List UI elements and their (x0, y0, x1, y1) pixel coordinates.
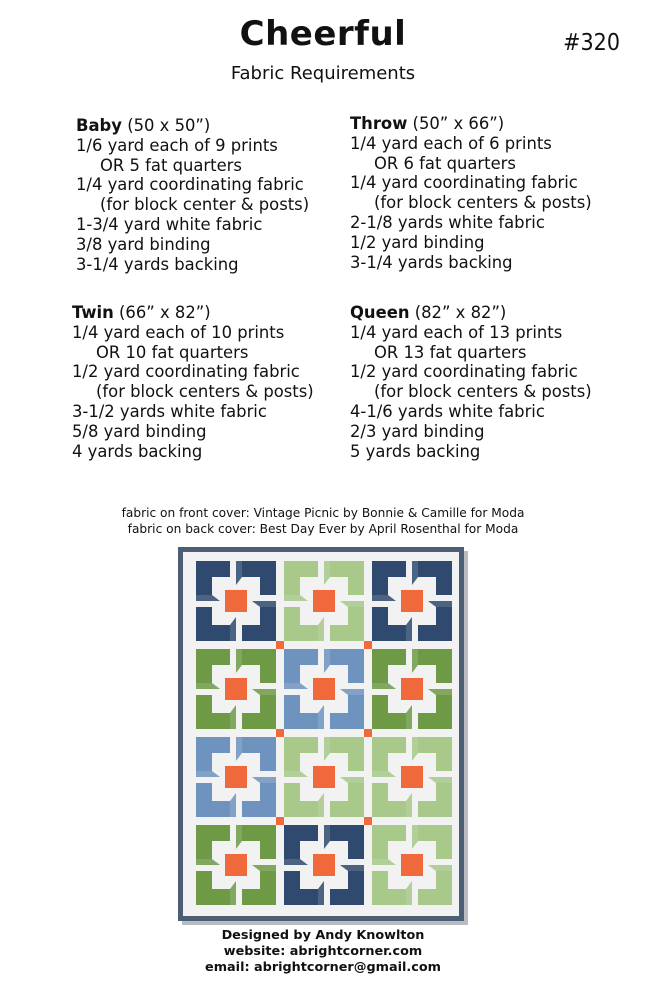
requirement-line: OR 6 fat quarters (374, 153, 516, 173)
fabric-credits (0, 505, 646, 537)
post-square (364, 641, 372, 649)
requirement-line: 1/4 yard each of 6 prints (350, 133, 552, 153)
requirement-line: 1/4 yard each of 13 prints (350, 322, 563, 342)
size-baby (76, 116, 309, 274)
requirement-line: (for block center & posts) (100, 195, 310, 215)
block-center (313, 678, 335, 700)
requirement-line: (for block centers & posts) (374, 193, 592, 213)
requirement-line: (for block centers & posts) (374, 382, 592, 402)
size-name: Queen (350, 303, 410, 322)
designer-name: Designed by Andy Knowlton (221, 928, 425, 943)
block-center (313, 590, 335, 612)
designer-website: website: abrightcorner.com (223, 944, 423, 959)
requirement-line: 3-1/2 yards white fabric (72, 401, 267, 421)
requirement-line: 3/8 yard binding (76, 234, 211, 254)
page-title: Cheerful (239, 14, 407, 54)
designer-credits (0, 928, 646, 976)
block-center (401, 590, 423, 612)
requirement-line: 1/2 yard coordinating fabric (72, 362, 300, 382)
size-name: Throw (350, 114, 408, 133)
requirement-line: 5/8 yard binding (72, 421, 207, 441)
requirement-line: 1-3/4 yard white fabric (76, 214, 263, 234)
requirement-line: 1/2 yard binding (350, 232, 485, 252)
size-twin (72, 303, 314, 461)
size-dims: (66” x 82”) (113, 303, 211, 322)
requirement-line: 1/4 yard coordinating fabric (76, 175, 304, 195)
block-center (401, 766, 423, 788)
size-dims: (50” x 66”) (407, 114, 505, 133)
quilt-illustration (178, 547, 468, 925)
size-name: Twin (72, 303, 114, 322)
post-square (276, 729, 284, 737)
requirement-line: 1/4 yard each of 10 prints (72, 322, 285, 342)
fabric-credit-back: fabric on back cover: Best Day Ever by April Rosenthal for Moda (127, 522, 519, 536)
requirement-line: 4-1/6 yards white fabric (350, 401, 545, 421)
requirement-line: 1/2 yard coordinating fabric (350, 362, 578, 382)
designer-email: email: abrightcorner@gmail.com (205, 960, 441, 975)
requirement-line: 2/3 yard binding (350, 421, 485, 441)
post-square (276, 641, 284, 649)
requirement-line: OR 13 fat quarters (374, 342, 527, 362)
fabric-credit-front: fabric on front cover: Vintage Picnic by Bonnie & Camille for Moda (121, 506, 525, 520)
requirement-line: 1/4 yard coordinating fabric (350, 173, 578, 193)
size-name: Baby (76, 116, 122, 135)
requirement-line: 3-1/4 yards backing (76, 254, 239, 274)
pattern-number: #320 (563, 30, 620, 56)
post-square (364, 817, 372, 825)
requirement-line: (for block centers & posts) (96, 382, 314, 402)
size-dims: (82” x 82”) (409, 303, 507, 322)
requirement-line: 5 yards backing (350, 441, 481, 461)
requirement-line: 4 yards backing (72, 441, 203, 461)
block-center (401, 678, 423, 700)
block-center (313, 766, 335, 788)
post-square (364, 729, 372, 737)
requirement-line: 3-1/4 yards backing (350, 252, 513, 272)
post-square (276, 817, 284, 825)
requirement-line: 1/6 yard each of 9 prints (76, 135, 278, 155)
size-queen (350, 303, 592, 461)
size-throw (350, 114, 592, 272)
block-center (313, 854, 335, 876)
page-subtitle: Fabric Requirements (230, 63, 416, 84)
size-dims: (50 x 50”) (121, 116, 211, 135)
requirement-line: OR 10 fat quarters (96, 342, 249, 362)
block-center (225, 854, 247, 876)
block-center (401, 854, 423, 876)
block-center (225, 590, 247, 612)
block-center (225, 766, 247, 788)
requirement-line: OR 5 fat quarters (100, 155, 242, 175)
block-center (225, 678, 247, 700)
requirement-line: 2-1/8 yards white fabric (350, 212, 545, 232)
